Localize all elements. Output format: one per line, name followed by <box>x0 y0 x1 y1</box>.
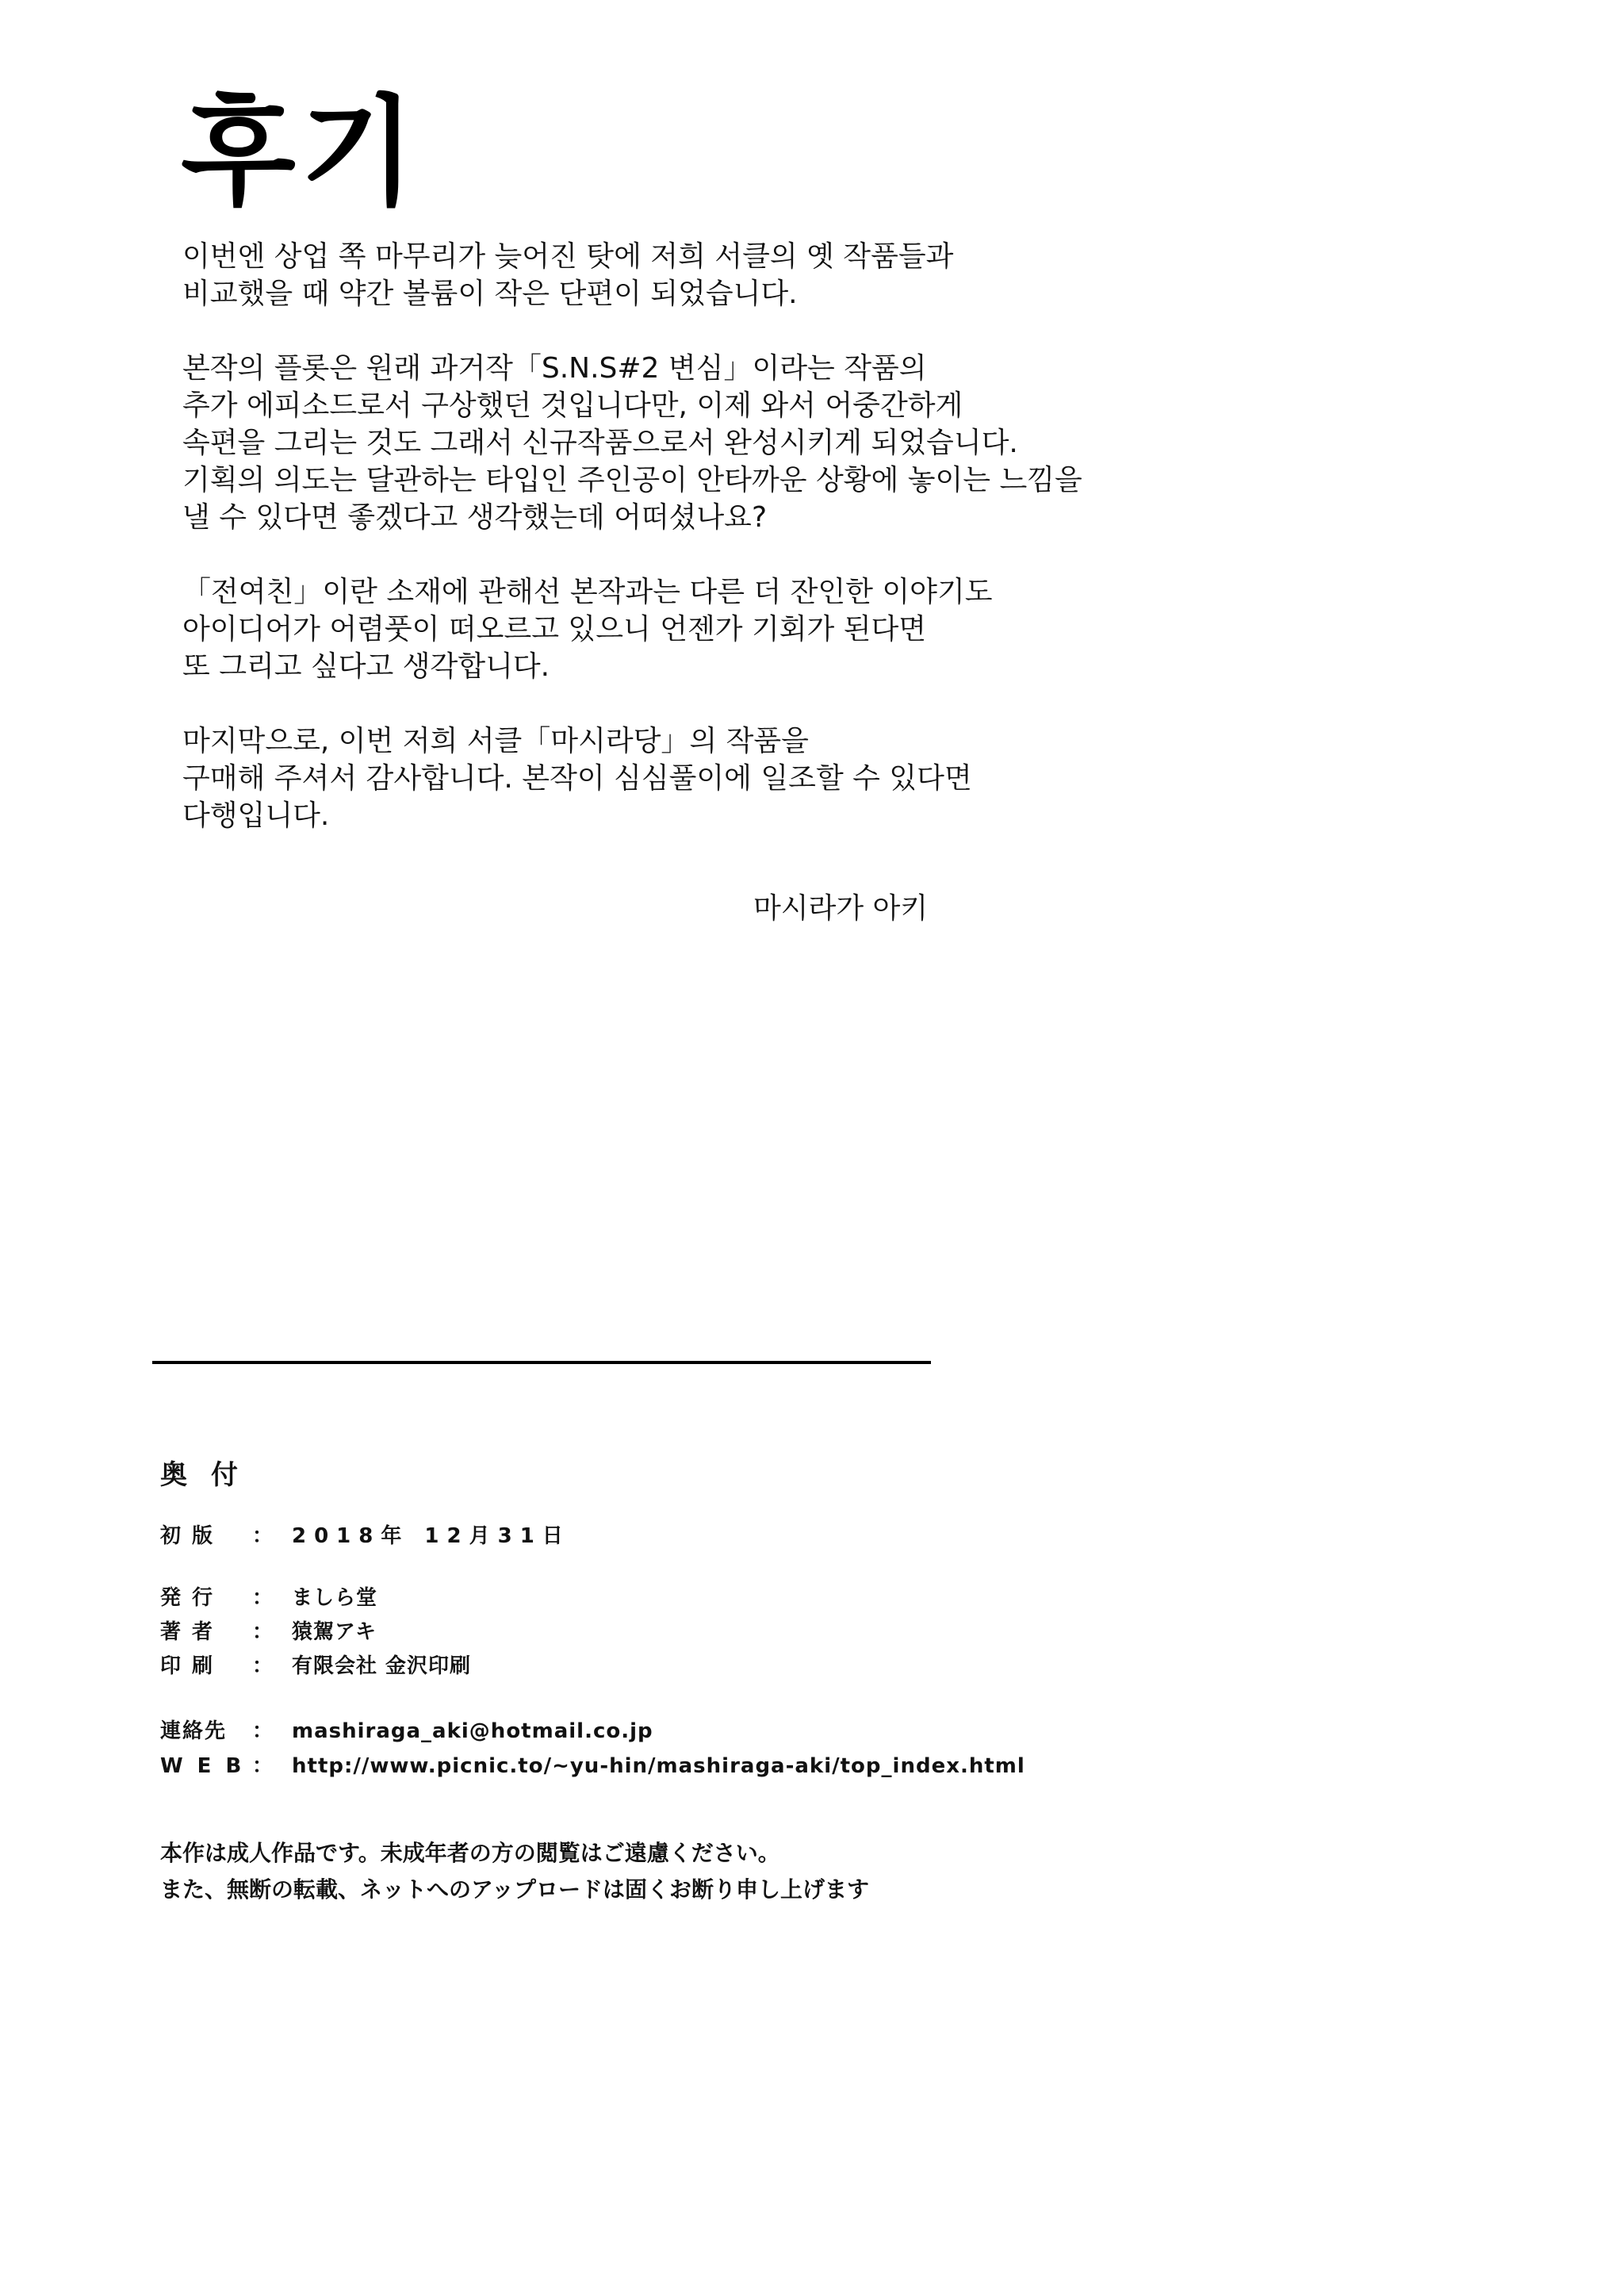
afterword-paragraph <box>182 350 1372 536</box>
contact-email: mashiraga_aki@hotmail.co.jp <box>292 1719 653 1743</box>
printer-colon: ： <box>252 1654 274 1678</box>
first-edition-date: 2018年 12月31日 <box>292 1524 571 1548</box>
first-edition-row <box>160 1523 571 1550</box>
publisher-value: ましら堂 <box>292 1586 378 1610</box>
afterword-line: 속편을 그리는 것도 그래서 신규작품으로서 완성시키게 되었습니다. <box>182 427 1018 459</box>
author-colon: ： <box>252 1620 274 1644</box>
afterword-line: 구매해 주셔서 감사합니다. 본작이 심심풀이에 일조할 수 있다면 <box>182 762 972 795</box>
adult-content-notice: 本作は成人作品です。未成年者の方の閲覧はご遠慮ください。 <box>160 1840 780 1866</box>
afterword-line: 다행입니다. <box>182 799 330 832</box>
publisher-label: 発行 <box>160 1586 224 1610</box>
contact-colon: ： <box>252 1719 274 1743</box>
afterword-body <box>182 238 1372 872</box>
printer-label: 印刷 <box>160 1654 224 1678</box>
printer-row <box>160 1653 471 1680</box>
afterword-line: 기획의 의도는 달관하는 타입인 주인공이 안타까운 상황에 놓이는 느낌을 <box>182 464 1082 496</box>
afterword-line: 비교했을 때 약간 볼륨이 작은 단편이 되었습니다. <box>182 278 798 310</box>
first-edition-label: 初版 <box>160 1524 224 1548</box>
web-row <box>160 1753 1025 1780</box>
afterword-line: 아이디어가 어렴풋이 떠오르고 있으니 언젠가 기회가 된다면 <box>182 613 927 646</box>
printer-value: 有限会社 金沢印刷 <box>292 1654 472 1678</box>
web-label: WEB <box>160 1754 256 1778</box>
first-edition-colon: ： <box>252 1524 274 1548</box>
reproduction-notice: また、無断の転載、ネットへのアップロードは固くお断り申し上げます <box>160 1876 870 1903</box>
web-colon: ： <box>252 1754 274 1778</box>
author-value: 猿駕アキ <box>292 1620 377 1644</box>
afterword-line: 이번엔 상업 쪽 마무리가 늦어진 탓에 저희 서클의 옛 작품들과 <box>182 240 954 273</box>
author-row <box>160 1619 377 1646</box>
section-divider <box>152 1361 931 1364</box>
afterword-line: 마지막으로, 이번 저희 서클「마시라당」의 작품을 <box>182 725 809 757</box>
author-signature: 마시라가 아키 <box>753 892 929 925</box>
contact-row <box>160 1718 653 1745</box>
afterword-line: 본작의 플롯은 원래 과거작「S.N.S#2 변심」이라는 작품의 <box>182 352 927 385</box>
afterword-paragraph <box>182 722 1372 834</box>
publisher-colon: ： <box>252 1586 274 1610</box>
afterword-line: 낼 수 있다면 좋겠다고 생각했는데 어떠셨나요? <box>182 501 768 534</box>
web-url: http://www.picnic.to/~yu-hin/mashiraga-aki/top_index.html <box>292 1754 1025 1778</box>
afterword-line: 추가 에피소드로서 구상했던 것입니다만, 이제 와서 어중간하게 <box>182 389 963 422</box>
afterword-paragraph <box>182 238 1372 312</box>
colophon-heading: 奥付 <box>160 1459 262 1491</box>
contact-label: 連絡先 <box>160 1719 228 1743</box>
afterword-line: 또 그리고 싶다고 생각합니다. <box>182 650 550 683</box>
author-label: 著者 <box>160 1620 224 1644</box>
afterword-line: 「전여친」이란 소재에 관해선 본작과는 다른 더 잔인한 이야기도 <box>182 576 993 608</box>
afterword-title: 후기 <box>181 84 420 222</box>
afterword-paragraph <box>182 573 1372 685</box>
publisher-row <box>160 1585 377 1611</box>
